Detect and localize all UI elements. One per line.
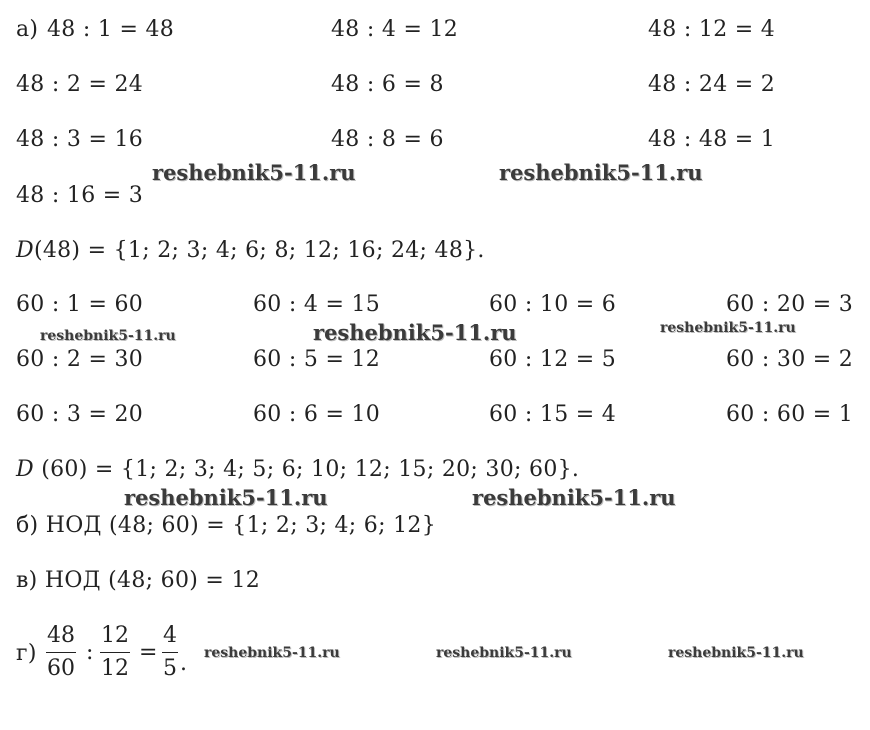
d48-set-values: (48) = {1; 2; 3; 4; 6; 8; 12; 16; 24; 48}. bbox=[33, 238, 485, 263]
d60-eq-3-2: 60 : 6 = 10 bbox=[253, 402, 381, 427]
equals-sign: = bbox=[139, 640, 158, 665]
d48-eq-2-3: 48 : 24 = 2 bbox=[648, 72, 776, 97]
d60-set bbox=[16, 456, 579, 484]
part-a-label: а) bbox=[16, 17, 39, 42]
d48-eq-3-1: 48 : 3 = 16 bbox=[16, 127, 144, 152]
watermark: reshebnik5-11.ru bbox=[660, 320, 796, 336]
watermark: reshebnik5-11.ru bbox=[499, 160, 703, 185]
part-b-text: б) НОД (48; 60) = {1; 2; 3; 4; 6; 12} bbox=[16, 513, 437, 538]
d60-eq-3-3: 60 : 15 = 4 bbox=[489, 402, 617, 427]
watermark: reshebnik5-11.ru bbox=[124, 485, 328, 510]
d48-eq-1-1: 48 : 1 = 48 bbox=[47, 17, 175, 42]
fraction-denominator: 60 bbox=[46, 652, 76, 683]
d60-eq-2-3: 60 : 12 = 5 bbox=[489, 347, 617, 372]
d60-eq-1-1: 60 : 1 = 60 bbox=[16, 292, 144, 317]
watermark: reshebnik5-11.ru bbox=[152, 160, 356, 185]
d48-set bbox=[16, 237, 485, 265]
watermark: reshebnik5-11.ru bbox=[204, 645, 340, 661]
fraction-12-12 bbox=[100, 622, 130, 683]
d60-eq-1-3: 60 : 10 = 6 bbox=[489, 292, 617, 317]
fraction-denominator: 5 bbox=[162, 652, 178, 683]
division-sign: : bbox=[86, 640, 94, 665]
fraction-numerator: 48 bbox=[47, 623, 75, 648]
watermark: reshebnik5-11.ru bbox=[472, 485, 676, 510]
d60-eq-3-4: 60 : 60 = 1 bbox=[726, 402, 854, 427]
watermark: reshebnik5-11.ru bbox=[436, 645, 572, 661]
part-g-label: г) bbox=[16, 641, 37, 666]
d48-eq-1-2: 48 : 4 = 12 bbox=[331, 17, 459, 42]
d48-eq-3-2: 48 : 8 = 6 bbox=[331, 127, 444, 152]
d60-eq-3-1: 60 : 3 = 20 bbox=[16, 402, 144, 427]
part-v-text: в) НОД (48; 60) = 12 bbox=[16, 568, 261, 593]
fraction-4-5 bbox=[162, 622, 178, 683]
d48-eq-4-1: 48 : 16 = 3 bbox=[16, 183, 144, 208]
watermark: reshebnik5-11.ru bbox=[313, 320, 517, 345]
fraction-48-60 bbox=[46, 622, 76, 683]
end-period: . bbox=[180, 651, 188, 676]
d48-eq-2-2: 48 : 6 = 8 bbox=[331, 72, 444, 97]
d60-eq-2-1: 60 : 2 = 30 bbox=[16, 347, 144, 372]
d48-symbol: D bbox=[16, 238, 34, 263]
d48-eq-3-3: 48 : 48 = 1 bbox=[648, 127, 776, 152]
d60-eq-1-2: 60 : 4 = 15 bbox=[253, 292, 381, 317]
fraction-denominator: 12 bbox=[100, 652, 130, 683]
d48-eq-2-1: 48 : 2 = 24 bbox=[16, 72, 144, 97]
d60-eq-2-2: 60 : 5 = 12 bbox=[253, 347, 381, 372]
d60-eq-2-4: 60 : 30 = 2 bbox=[726, 347, 854, 372]
d48-eq-1-3: 48 : 12 = 4 bbox=[648, 17, 776, 42]
d60-eq-1-4: 60 : 20 = 3 bbox=[726, 292, 854, 317]
fraction-numerator: 4 bbox=[163, 623, 177, 648]
watermark: reshebnik5-11.ru bbox=[40, 328, 176, 344]
fraction-numerator: 12 bbox=[101, 623, 129, 648]
d60-symbol: D bbox=[16, 457, 34, 482]
watermark: reshebnik5-11.ru bbox=[668, 645, 804, 661]
d60-set-values: (60) = {1; 2; 3; 4; 5; 6; 10; 12; 15; 20; 30; 60}. bbox=[33, 457, 580, 482]
